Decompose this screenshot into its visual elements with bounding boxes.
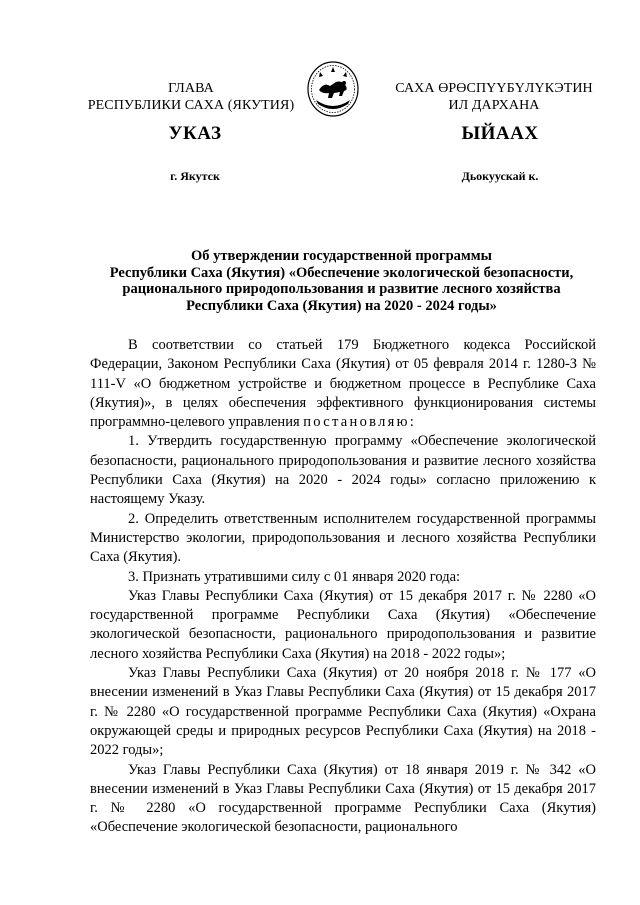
issuer-right <box>380 80 608 114</box>
document-title-line: рационального природопользования и развитие лесного хозяйства <box>122 281 561 298</box>
paragraph-item-2: 2. Определить ответственным исполнителем государственной программы Министерство экологии, природопользования и лесного хозяйства Республики Саха (Якутия). <box>90 510 596 566</box>
decree-title-sah: ЫЙААХ <box>461 123 539 144</box>
issuer-right-line2: ИЛ ДАРХАНА <box>448 98 540 113</box>
document-body <box>90 336 596 838</box>
preamble-resolution-word: постановляю: <box>303 414 417 431</box>
document-title-line: Об утверждении государственной программы <box>191 248 492 264</box>
decree-title-ru: УКАЗ <box>168 123 222 144</box>
issuer-left <box>78 80 304 114</box>
paragraph-item-1: 1. Утвердить государственную программу «Обеспечение экологической безопасности, рационального природопользования и развитие лесного хозяйства Республики Саха (Якутия) на 2020 - 2024 годы» согласно приложению к настоящему Указу. <box>90 433 596 508</box>
coat-of-arms-emblem <box>306 60 360 118</box>
issuer-left-line1: ГЛАВА <box>168 81 214 96</box>
document-title-line: Республики Саха (Якутия) «Обеспечение экологической безопасности, <box>109 264 574 281</box>
issuer-right-line1: САХА ӨРӨСПҮҮБҮЛҮКЭТИН <box>395 81 593 96</box>
paragraph-repealed-decree-2: Указ Главы Республики Саха (Якутия) от 20 ноября 2018 г. № 177 «О внесении изменений в Указ Главы Республики Саха (Якутия) от 15 декабря 2017 г. № 2280 «О государственной программе Республики Саха (Якутия) «Охрана окружающей среды и природных ресурсов Республики Саха (Якутия) на 2018 - 2022 годы»; <box>90 665 596 759</box>
paragraph-item-3: 3. Признать утратившими силу с 01 января 2020 года: <box>128 568 461 585</box>
paragraph-preamble <box>90 336 596 432</box>
city-ru: г. Якутск <box>170 169 220 183</box>
issuer-left-line2: РЕСПУБЛИКИ САХА (ЯКУТИЯ) <box>87 98 295 113</box>
document-title-line: Республики Саха (Якутия) на 2020 - 2024 годы» <box>186 297 497 314</box>
paragraph-repealed-decree-3: Указ Главы Республики Саха (Якутия) от 18 января 2019 г. № 342 «О внесении изменений в Указ Главы Республики Саха (Якутия) от 15 декабря 2017 г. № 2280 «О государственной программе Республики Саха (Якутия) «Обеспечение экологической безопасности, рационального <box>90 761 596 836</box>
city-sah: Дьокуускай к. <box>461 169 539 183</box>
paragraph-repealed-decree-1: Указ Главы Республики Саха (Якутия) от 15 декабря 2017 г. № 2280 «О государственной программе Республики Саха (Якутия) «Обеспечение экологической безопасности, рационального природопользования и развитие лесного хозяйства Республики Саха (Якутия) на 2018 - 2022 годы»; <box>90 587 596 662</box>
document-title <box>88 248 595 314</box>
preamble-text: В соответствии со статьей 179 Бюджетного кодекса Российской Федерации, Законом Республики Саха (Якутия) от 05 февраля 2014 г. 1280-З № 111-V «О бюджетном устройстве и бюджетном процессе в Республике Саха (Якутия)», в целях обеспечения эффективного функционирования системы программно-целевого управления <box>90 337 596 431</box>
